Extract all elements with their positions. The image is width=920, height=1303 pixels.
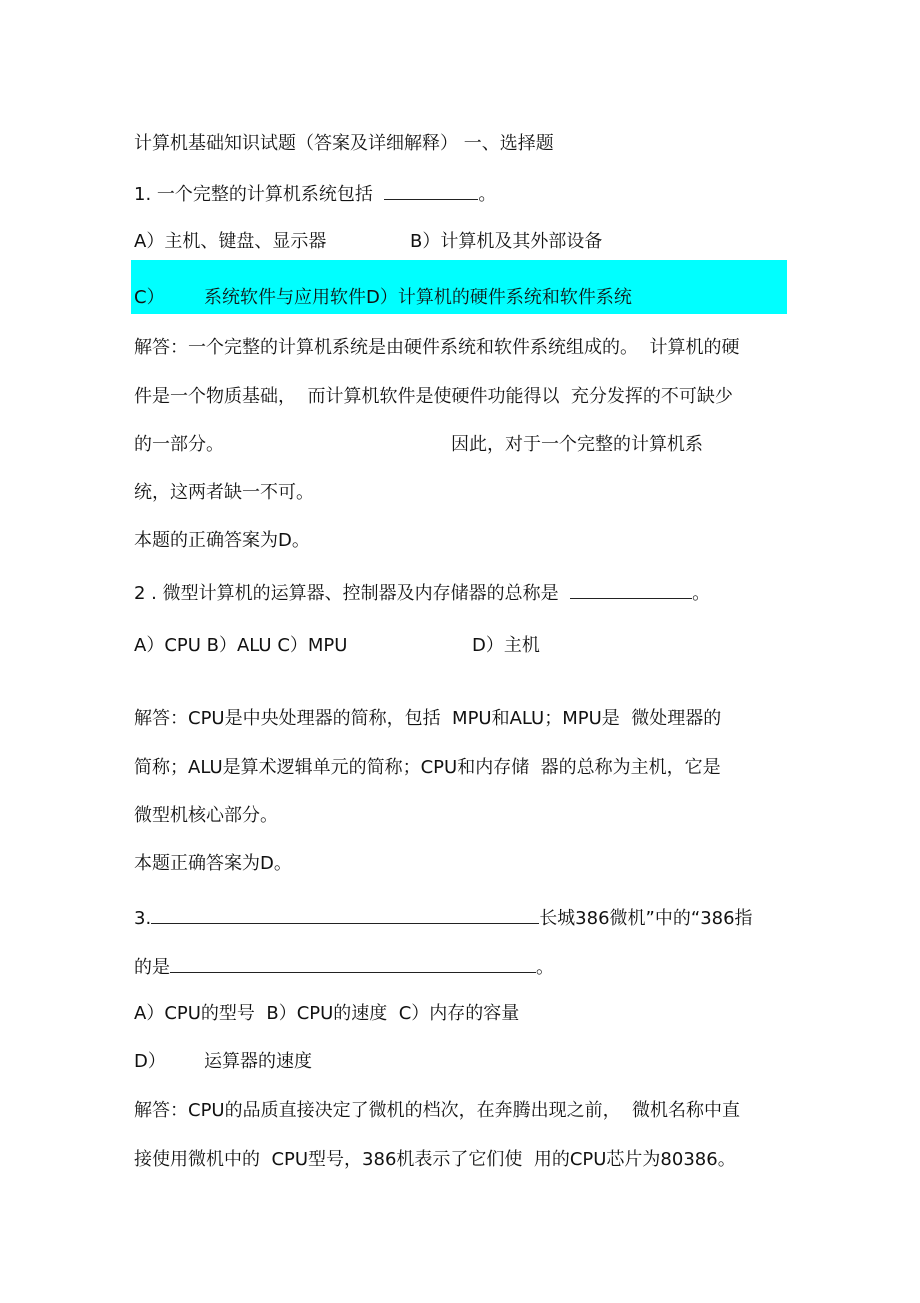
q3-option-d-label: D） [134, 1051, 166, 1072]
q3-stem-l2-text: 的是 [134, 957, 170, 978]
q3-blank-1 [151, 905, 539, 924]
q1-answer-line-3a: 的一部分。 [134, 434, 224, 455]
q3-stem-start: 3. [134, 908, 152, 929]
q1-option-c-d-text: 系统软件与应用软件D）计算机的硬件系统和软件系统 [204, 287, 632, 308]
q1-option-c: C） [134, 287, 165, 308]
q3-answer-line-1: 解答：CPU的品质直接决定了微机的档次，在奔腾出现之前， 微机名称中直 [134, 1100, 741, 1121]
q1-correct-answer: 本题的正确答案为D。 [134, 530, 310, 551]
q1-answer-line-2: 件是一个物质基础， 而计算机软件是使硬件功能得以 充分发挥的不可缺少 [134, 386, 733, 407]
q2-stem-end: 。 [692, 583, 711, 604]
q3-stem-mid: 长城386微机”中的“386指 [539, 908, 753, 929]
q2-blank [570, 580, 692, 599]
q2-answer-line-1: 解答：CPU是中央处理器的简称，包括 MPU和ALU；MPU是 微处理器的 [134, 708, 722, 729]
q3-options-abc: A）CPU的型号 B）CPU的速度 C）内存的容量 [134, 1003, 520, 1024]
q2-correct-answer: 本题正确答案为D。 [134, 853, 292, 874]
q1-answer-line-1: 解答：一个完整的计算机系统是由硬件系统和软件系统组成的。 计算机的硬 [134, 337, 740, 358]
q2-answer-line-3: 微型机核心部分。 [134, 805, 278, 826]
q1-option-b: B）计算机及其外部设备 [410, 231, 603, 252]
q2-stem [134, 580, 710, 606]
q1-option-a: A）主机、键盘、显示器 [134, 231, 327, 252]
q1-answer-line-4: 统，这两者缺一不可。 [134, 482, 314, 503]
q1-stem-end: 。 [478, 184, 497, 205]
q1-stem [134, 181, 496, 207]
q3-answer-line-2: 接使用微机中的 CPU型号，386机表示了它们使 用的CPU芯片为80386。 [134, 1149, 736, 1170]
q3-stem-line-2 [134, 954, 554, 980]
q1-stem-text: 1. 一个完整的计算机系统包括 [134, 184, 373, 205]
q2-stem-text: 2 . 微型计算机的运算器、控制器及内存储器的总称是 [134, 583, 559, 604]
page-title: 计算机基础知识试题（答案及详细解释） 一、选择题 [134, 133, 554, 154]
q3-option-d-text: 运算器的速度 [204, 1051, 312, 1072]
q2-option-d: D）主机 [472, 635, 540, 656]
q2-answer-line-2: 简称；ALU是算术逻辑单元的简称；CPU和内存储 器的总称为主机，它是 [134, 757, 721, 778]
q1-answer-line-3b: 因此，对于一个完整的计算机系 [451, 434, 703, 455]
q2-options-abc: A）CPU B）ALU C）MPU [134, 635, 348, 656]
q1-blank [384, 181, 478, 200]
q3-blank-2 [170, 954, 536, 973]
q3-stem-end: 。 [536, 957, 554, 978]
q3-stem [134, 905, 753, 931]
